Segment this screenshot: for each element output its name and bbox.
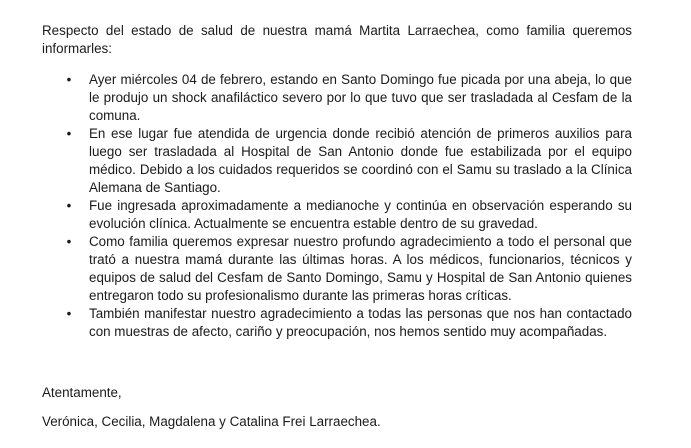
bullet-text: Ayer miércoles 04 de febrero, estando en Santo Domingo fue picada por una abeja, lo que le produjo un shock anafiláctico severo por lo que tuvo que ser trasladada al Cesfam de la comuna. [89,72,632,123]
bullet-item-5 [42,305,632,341]
closing-line: Atentamente, [42,385,122,400]
bullet-icon: • [66,72,72,87]
bullet-icon: • [66,198,72,213]
bullet-list [42,71,632,341]
bullet-item-2 [42,125,632,197]
bullet-item-3 [42,197,632,233]
intro-paragraph: Respecto del estado de salud de nuestra mamá Martita Larraechea, como familia queremos informarles: [42,23,632,56]
bullet-text: Como familia queremos expresar nuestro profundo agradecimiento a todo el personal que trató a nuestra mamá durante las últimas horas. A los médicos, funcionarios, técnicos y equipos de salud del Cesfam de Santo Domingo, Samu y Hospital de San Antonio quienes entregaron todo su profesionalismo durante las primeras horas críticas. [89,234,632,303]
bullet-item-1 [42,71,632,125]
signature-line: Verónica, Cecilia, Magdalena y Catalina Frei Larraechea. [42,414,381,429]
bullet-item-4 [42,233,632,305]
bullet-icon: • [66,234,72,249]
bullet-text: Fue ingresada aproximadamente a medianoche y continúa en observación esperando su evolución clínica. Actualmente se encuentra estable dentro de su gravedad. [89,198,632,231]
bullet-text: En ese lugar fue atendida de urgencia donde recibió atención de primeros auxilios para luego ser trasladada al Hospital de San Antonio donde fue estabilizada por el equipo médico. Debido a los cuidados requeridos se coordinó con el Samu su traslado a la Clínica Alemana de Santiago. [89,126,632,195]
bullet-icon: • [66,306,72,321]
bullet-icon: • [66,126,72,141]
bullet-text: También manifestar nuestro agradecimiento a todas las personas que nos han contactado con muestras de afecto, cariño y preocupación, nos hemos sentido muy acompañadas. [89,306,632,339]
